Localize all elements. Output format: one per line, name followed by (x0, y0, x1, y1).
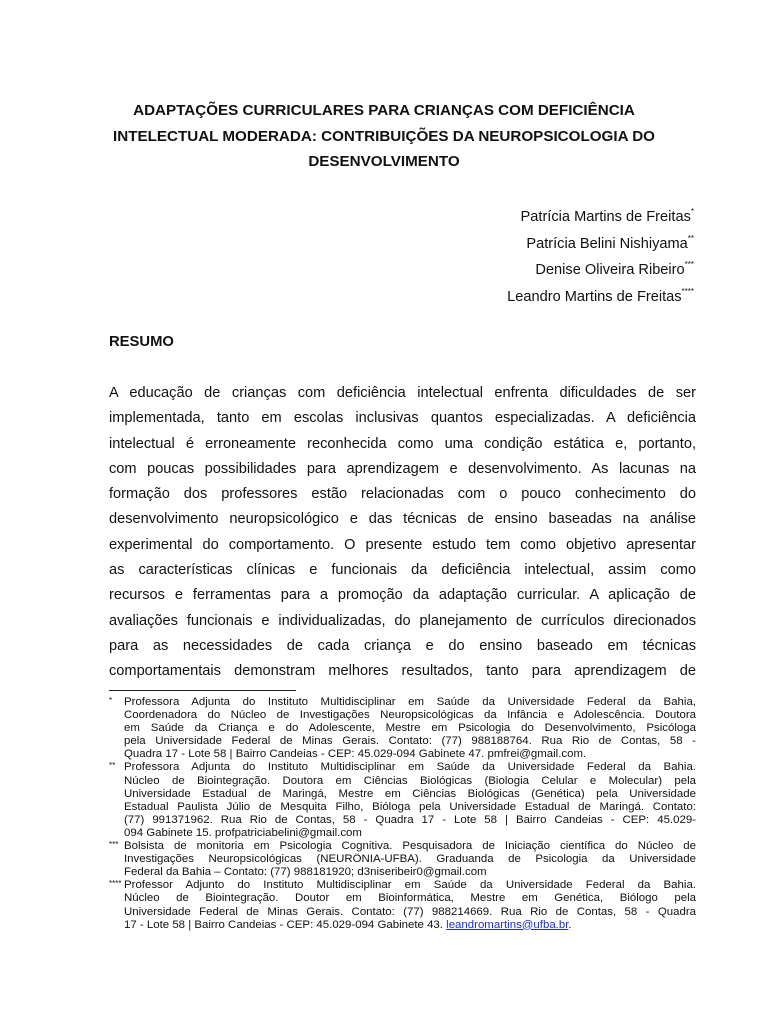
author-entry (507, 204, 694, 231)
footnote-line: Coordenadora do Núcleo de Investigações Neuropsicológicas da Infância e Adolescência. Doutora (124, 709, 696, 722)
footnote-line: Federal da Bahia – Contato: (77) 988181920; d3niseribeir0@gmail.com (124, 866, 487, 879)
footnote-line: Núcleo de Biointegração. Doutora em Ciências Biológicas (Biologia Celular e Molecular) pela (124, 774, 696, 787)
footnote-line: 094 Gabinete 15. profpatriciabelini@gmail.com (124, 826, 362, 839)
footnote-line: Universidade Federal de Minas Gerais. Contato: (77) 988214669. Rua Rio de Contas, 58 - Quadra (124, 905, 696, 918)
abstract-line: comportamentais demonstram melhores resultados, tanto para aprendizagem de (109, 663, 696, 680)
title-line: INTELECTUAL MODERADA: CONTRIBUIÇÕES DA NEUROPSICOLOGIA DO (113, 127, 655, 145)
abstract-line: as características clínicas e funcionais da deficiência intelectual, assim como (109, 562, 696, 579)
abstract-line: com poucas possibilidades para aprendizagem e desenvolvimento. As lacunas na (109, 460, 696, 477)
abstract-line: A educação de crianças com deficiência intelectual enfrenta dificuldades de ser (109, 385, 696, 401)
footnote-mark: * (109, 696, 113, 705)
footnote-mark: **** (109, 879, 122, 889)
paper-title (80, 98, 688, 175)
footnote-line: Quadra 17 - Lote 58 | Bairro Candeias - CEP: 45.029-094 Gabinete 47. pmfrei@gmail.com. (124, 748, 587, 761)
author-name: Patrícia Belini Nishiyama (526, 235, 688, 252)
author-footnote-mark: * (690, 207, 694, 216)
footnote-2 (109, 761, 696, 840)
author-entry (507, 257, 694, 284)
footnote-3 (109, 840, 696, 879)
abstract-line: intelectual é erroneamente reconhecida como uma condição estática e, portanto, (109, 435, 696, 452)
footnote-line: Estadual Paulista Júlio de Mesquita Filho, Bióloga pela Universidade Estadual de Maringá. Contato: (124, 800, 696, 813)
author-footnote-mark: *** (684, 260, 694, 269)
author-name: Denise Oliveira Ribeiro (535, 262, 685, 278)
footnote-line: em Saúde da Criança e do Adolescente, Mestre em Psicologia do Desenvolvimento, Psicóloga (124, 722, 696, 735)
abstract-line: recursos e ferramentas para a promoção da adaptação curricular. A aplicação de (109, 587, 696, 604)
footnotes (109, 696, 696, 932)
author-footnote-mark: ** (687, 233, 694, 243)
footnote-line: pela Universidade Federal de Minas Gerais. Contato: (77) 988188764. Rua Rio de Contas, 58 - (124, 735, 696, 748)
footnote-mark: *** (109, 840, 119, 850)
author-footnote-mark: **** (681, 286, 694, 296)
title-line: ADAPTAÇÕES CURRICULARES PARA CRIANÇAS COM DEFICIÊNCIA (133, 102, 635, 119)
section-heading-resumo: RESUMO (109, 334, 174, 350)
abstract-line: experimental do comportamento. O presente estudo tem como objetivo apresentar (109, 536, 696, 553)
footnote-1 (109, 696, 696, 761)
footnote-line: (77) 991371962. Rua Rio de Contas, 58 - Quadra 17 - Lote 58 | Bairro Candeias - CEP: 45.029- (124, 813, 696, 826)
abstract-line: implementada, tanto em escolas inclusivas quantos especializadas. A deficiência (109, 410, 696, 427)
footnote-text: . (568, 918, 572, 931)
footnote-separator (109, 690, 296, 691)
abstract-line: para as necessidades de cada criança e do ensino baseado em técnicas (109, 637, 696, 654)
footnote-line: Investigações Neuropsicológicas (NEURÔNIA-UFBA). Graduanda de Psicologia da Universidade (124, 853, 696, 866)
footnote-line: Professora Adjunta do Instituto Multidisciplinar em Saúde da Universidade Federal da Bahia, (124, 696, 696, 708)
footnote-line: Bolsista de monitoria em Psicologia Cognitiva. Pesquisadora de Iniciação científica do Núcleo de (124, 840, 696, 853)
footnote-text: 17 - Lote 58 | Bairro Candeias - CEP: 45.029-094 Gabinete 43. (124, 918, 447, 931)
title-line: DESENVOLVIMENTO (308, 153, 460, 170)
footnote-mark: ** (109, 761, 116, 771)
abstract-line: formação dos professores estão relacionadas com o pouco conhecimento do (109, 486, 696, 503)
author-list (507, 204, 694, 310)
abstract-paragraph (109, 381, 696, 685)
footnote-line: Núcleo de Biointegração. Doutor em Bioinformática, Mestre em Genética, Biólogo pela (124, 892, 696, 905)
author-entry (507, 284, 694, 311)
email-link[interactable]: leandromartins@ufba.br (446, 918, 569, 931)
author-name: Leandro Martins de Freitas (507, 288, 682, 305)
author-entry (507, 231, 694, 258)
abstract-line: avaliações funcionais e individualizadas, do planejamento de currículos direcionados (109, 612, 696, 629)
footnote-line: Professora Adjunta do Instituto Multidisciplinar em Saúde da Universidade Federal da Bahia. (124, 761, 696, 774)
author-name: Patrícia Martins de Freitas (520, 209, 691, 225)
footnote-line: Professor Adjunto do Instituto Multidisciplinar em Saúde da Universidade Federal da Bahia. (124, 879, 696, 892)
abstract-line: desenvolvimento neuropsicológico e das técnicas de ensino baseadas na análise (109, 511, 696, 528)
footnote-line: Universidade Estadual de Maringá, Mestre em Ciências Biológicas (Genética) pela Universidade (124, 787, 696, 800)
footnote-line (124, 919, 696, 932)
footnote-4 (109, 879, 696, 931)
